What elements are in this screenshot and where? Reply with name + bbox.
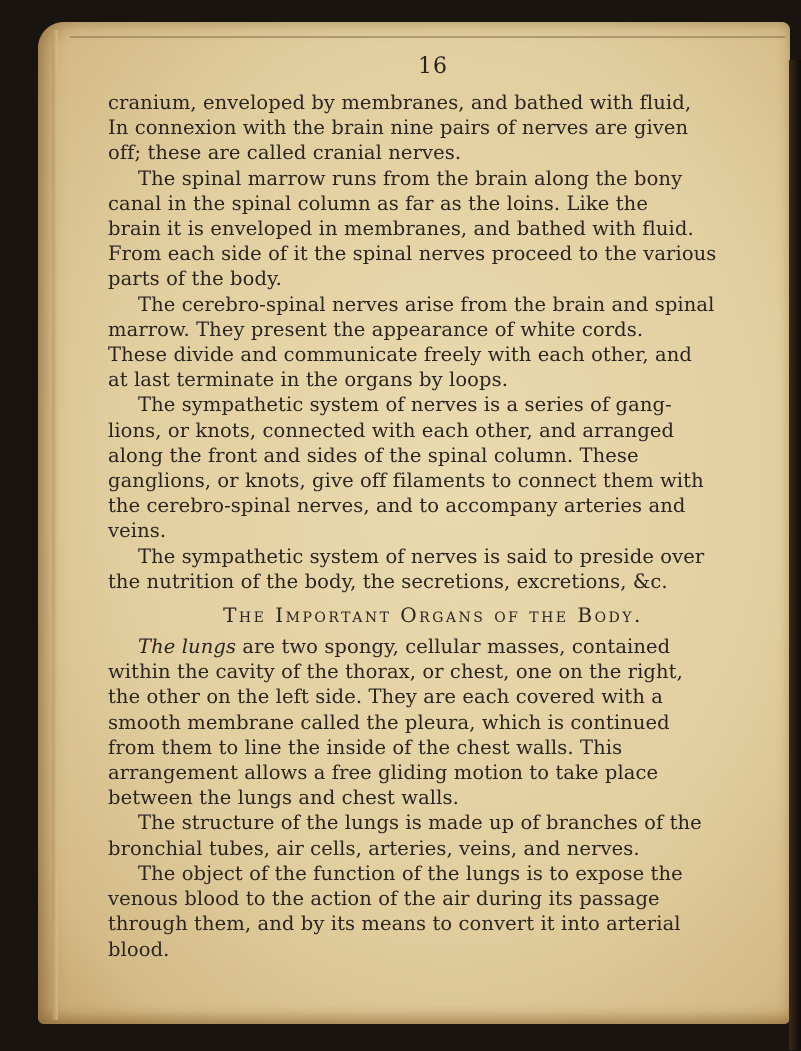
text-line: The sympathetic system of nerves is a series of gang- <box>138 393 672 417</box>
text-line: at last terminate in the organs by loops. <box>108 368 509 392</box>
text-line: through them, and by its means to convert it into arterial <box>108 912 681 936</box>
text-line: smooth membrane called the pleura, which is continued <box>108 710 670 734</box>
text-line: from them to line the inside of the chest walls. This <box>108 735 623 759</box>
text-line: The spinal marrow runs from the brain along the bony <box>138 166 683 190</box>
section-heading: The Important Organs of the Body. <box>223 603 643 628</box>
text-line: lions, or knots, connected with each other, and arranged <box>108 418 675 442</box>
text-line: blood. <box>108 937 170 961</box>
text-line: the cerebro-spinal nerves, and to accompany arteries and <box>108 494 686 518</box>
nerves-section <box>108 90 758 594</box>
text-line: along the front and sides of the spinal column. These <box>108 443 639 467</box>
text-line: ganglions, or knots, give off filaments to connect them with <box>108 469 704 493</box>
text-line: The object of the function of the lungs is to expose the <box>138 861 683 885</box>
text-line: bronchial tubes, air cells, arteries, veins, and nerves. <box>108 836 640 860</box>
lungs-section <box>108 659 758 961</box>
text-line: The cerebro-spinal nerves arise from the brain and spinal <box>138 292 715 316</box>
text-line: between the lungs and chest walls. <box>108 786 459 810</box>
lungs-intro-rest: are two spongy, cellular masses, contained <box>236 635 671 659</box>
text-line: marrow. They present the appearance of white cords. <box>108 317 644 341</box>
page-number: 16 <box>418 54 448 79</box>
text-line: within the cavity of the thorax, or chest, one on the right, <box>108 660 683 684</box>
text-line: From each side of it the spinal nerves proceed to the various <box>108 242 717 266</box>
lungs-term: The lungs <box>138 635 237 659</box>
text-line: brain it is enveloped in membranes, and bathed with fluid. <box>108 217 694 241</box>
page-edge <box>52 30 58 1020</box>
text-line: parts of the body. <box>108 267 282 291</box>
page-text <box>108 52 758 962</box>
text-line: canal in the spinal column as far as the loins. Like the <box>108 191 648 215</box>
text-line: off; these are called cranial nerves. <box>108 141 462 165</box>
text-line: These divide and communicate freely with each other, and <box>108 343 692 367</box>
text-line: In connexion with the brain nine pairs of nerves are given <box>108 116 689 140</box>
book-binding <box>789 60 801 1050</box>
text-line: veins. <box>108 519 167 543</box>
text-line: venous blood to the action of the air during its passage <box>108 887 660 911</box>
text-line: The sympathetic system of nerves is said to preside over <box>138 544 705 568</box>
top-rule <box>70 36 785 38</box>
text-line: arrangement allows a free gliding motion to take place <box>108 761 659 785</box>
text-line: the nutrition of the body, the secretions, excretions, &c. <box>108 569 668 593</box>
text-line: the other on the left side. They are each covered with a <box>108 685 664 709</box>
text-line: The structure of the lungs is made up of branches of the <box>138 811 702 835</box>
lungs-intro-line <box>108 634 758 659</box>
text-line: cranium, enveloped by membranes, and bathed with fluid, <box>108 91 692 114</box>
